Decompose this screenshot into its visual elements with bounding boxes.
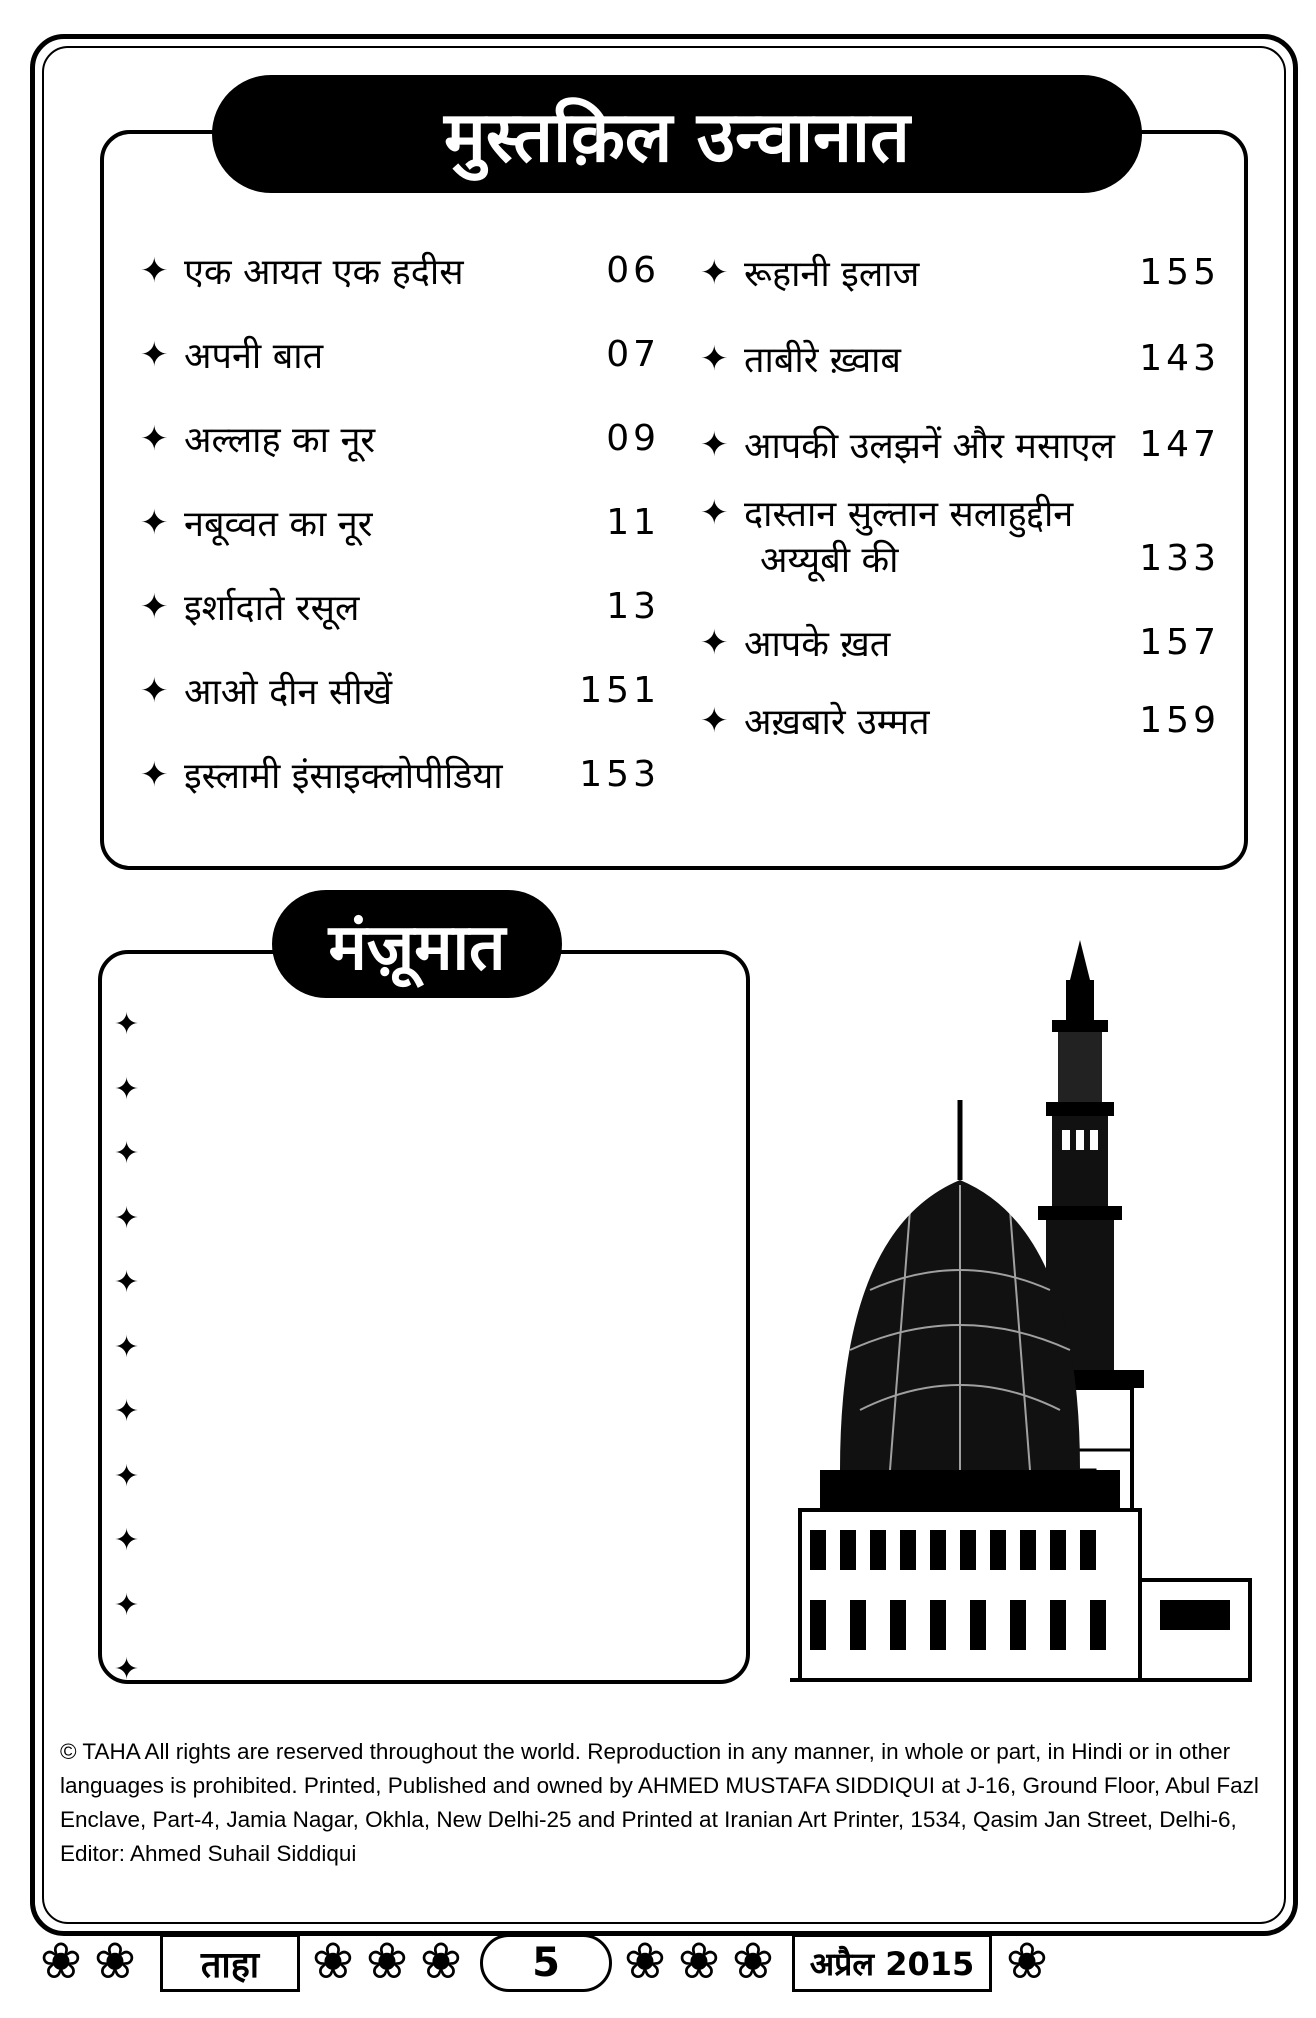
mosque-illustration — [780, 930, 1300, 1690]
bullet-star-icon: ✦ — [114, 1329, 140, 1365]
toc-entry-page: 09 — [606, 418, 660, 459]
poems-title: मंज़ूमात — [328, 910, 506, 985]
toc-entry — [114, 1458, 726, 1494]
toc-entry — [140, 246, 660, 295]
toc-entry — [140, 414, 660, 463]
flower-icon: ❀ — [1006, 1932, 1048, 1990]
bullet-star-icon: ✦ — [114, 1587, 140, 1623]
bullet-star-icon: ✦ — [140, 502, 169, 543]
bullet-star-icon: ✦ — [114, 1200, 140, 1236]
page-number-box — [480, 1934, 612, 1992]
toc-entry — [700, 696, 1220, 745]
bullet-star-icon: ✦ — [140, 418, 169, 459]
toc-entry-page: 155 — [1139, 252, 1220, 293]
flower-icon: ❀ — [40, 1932, 82, 1990]
bullet-star-icon: ✦ — [700, 622, 729, 663]
toc-entry-page: 153 — [579, 754, 660, 795]
toc-entry-title: नबूव्वत का नूर — [184, 504, 373, 545]
toc-entry-title: आपकी उलझनें और मसाएल — [744, 426, 1115, 467]
flower-icon: ❀ — [366, 1932, 408, 1990]
toc-entry — [140, 666, 660, 715]
poems-banner — [272, 890, 562, 998]
toc-entry-title: आपके ख़त — [744, 624, 891, 665]
bullet-star-icon: ✦ — [140, 334, 169, 375]
page-number: 5 — [532, 1940, 560, 1986]
flower-icon: ❀ — [312, 1932, 354, 1990]
bullet-star-icon: ✦ — [114, 1523, 140, 1558]
toc-entry — [114, 1587, 726, 1623]
toc-entry — [114, 1523, 726, 1558]
toc-entry-title: दास्तान सुल्तान सलाहुद्दीन — [744, 494, 1074, 535]
toc-entry — [114, 1652, 726, 1687]
magazine-name-box — [160, 1934, 300, 1992]
toc-entry-page: 151 — [579, 670, 660, 711]
toc-entry-continued — [744, 534, 1220, 583]
toc-entry-title: आओ दीन सीखें — [184, 672, 393, 713]
toc-entry — [114, 1329, 726, 1365]
bullet-star-icon: ✦ — [114, 1652, 140, 1687]
toc-entry-title: इस्लामी इंसाइक्लोपीडिया — [184, 756, 503, 797]
footer — [40, 1930, 1280, 2000]
bullet-star-icon: ✦ — [140, 586, 169, 627]
flower-icon: ❀ — [732, 1932, 774, 1990]
toc-entry — [114, 1007, 726, 1042]
bullet-star-icon: ✦ — [700, 424, 729, 465]
bullet-star-icon: ✦ — [114, 1394, 140, 1429]
bullet-star-icon: ✦ — [114, 1265, 140, 1300]
copyright-notice: © TAHA All rights are reserved throughout the world. Reproduction in any manner, in whole or part, in Hindi or in other languages is prohibited. Printed, Published and owned by AHMED MUSTAFA SIDDIQUI at J-16, Ground Floor, Abul Fazl Enclave, Part-4, Jamia Nagar, Okhla, New Delhi-25 and Printed at Iranian Art Printer, 1534, Qasim Jan Street, Delhi-6, Editor: Ahmed Suhail Siddiqui — [60, 1739, 1259, 1866]
toc-entry-title: एक आयत एक हदीस — [184, 252, 464, 293]
toc-entry — [140, 582, 660, 631]
flower-icon: ❀ — [678, 1932, 720, 1990]
bullet-star-icon: ✦ — [114, 1071, 140, 1107]
toc-entry-page: 13 — [606, 586, 660, 627]
toc-entry — [700, 618, 1220, 667]
toc-entry — [140, 498, 660, 547]
toc-entry-title: अख़बारे उम्मत — [744, 702, 930, 743]
bullet-star-icon: ✦ — [140, 670, 169, 711]
toc-entry — [140, 330, 660, 379]
toc-entry — [114, 1071, 726, 1107]
issue-date: अप्रैल 2015 — [809, 1944, 975, 1983]
toc-entry-title: अल्लाह का नूर — [184, 420, 376, 461]
issue-date-box — [792, 1934, 992, 1992]
magazine-name: ताहा — [200, 1944, 260, 1986]
toc-entry-page: 147 — [1139, 424, 1220, 465]
toc-entry — [140, 750, 660, 799]
toc-entry — [114, 1394, 726, 1429]
bullet-star-icon: ✦ — [114, 1136, 140, 1171]
toc-entry-page: 157 — [1139, 622, 1220, 663]
bullet-star-icon: ✦ — [140, 250, 169, 291]
regular-columns-title: मुस्तक़िल उन्वानात — [444, 96, 910, 178]
toc-entry-title: अपनी बात — [184, 336, 324, 377]
toc-entry-page: 143 — [1139, 338, 1220, 379]
bullet-star-icon: ✦ — [700, 700, 729, 741]
toc-entry-title: इर्शादाते रसूल — [184, 588, 360, 629]
toc-entry — [700, 420, 1220, 469]
toc-entry-page: 07 — [606, 334, 660, 375]
flower-icon: ❀ — [624, 1932, 666, 1990]
bullet-star-icon: ✦ — [140, 754, 169, 795]
toc-entry — [700, 334, 1220, 383]
toc-entry-title: रूहानी इलाज — [744, 254, 920, 295]
toc-entry-title: ताबीरे ख़्वाब — [744, 340, 901, 381]
bullet-star-icon: ✦ — [114, 1007, 140, 1042]
toc-entry-page: 133 — [1139, 538, 1220, 579]
flower-icon: ❀ — [420, 1932, 462, 1990]
toc-entry — [114, 1136, 726, 1171]
bullet-star-icon: ✦ — [700, 252, 729, 293]
bullet-star-icon: ✦ — [700, 492, 729, 533]
toc-entry-title-line2: अय्यूबी की — [760, 540, 899, 581]
toc-entry — [114, 1265, 726, 1300]
bullet-star-icon: ✦ — [700, 338, 729, 379]
bullet-star-icon: ✦ — [114, 1458, 140, 1494]
toc-entry-page: 159 — [1139, 700, 1220, 741]
toc-entry-page: 06 — [606, 250, 660, 291]
flower-icon: ❀ — [94, 1932, 136, 1990]
toc-entry — [700, 488, 1220, 537]
poems-box — [98, 950, 750, 1687]
regular-columns-banner — [212, 75, 1142, 193]
toc-entry — [700, 248, 1220, 297]
toc-entry-page: 11 — [606, 502, 660, 543]
toc-entry — [114, 1200, 726, 1236]
